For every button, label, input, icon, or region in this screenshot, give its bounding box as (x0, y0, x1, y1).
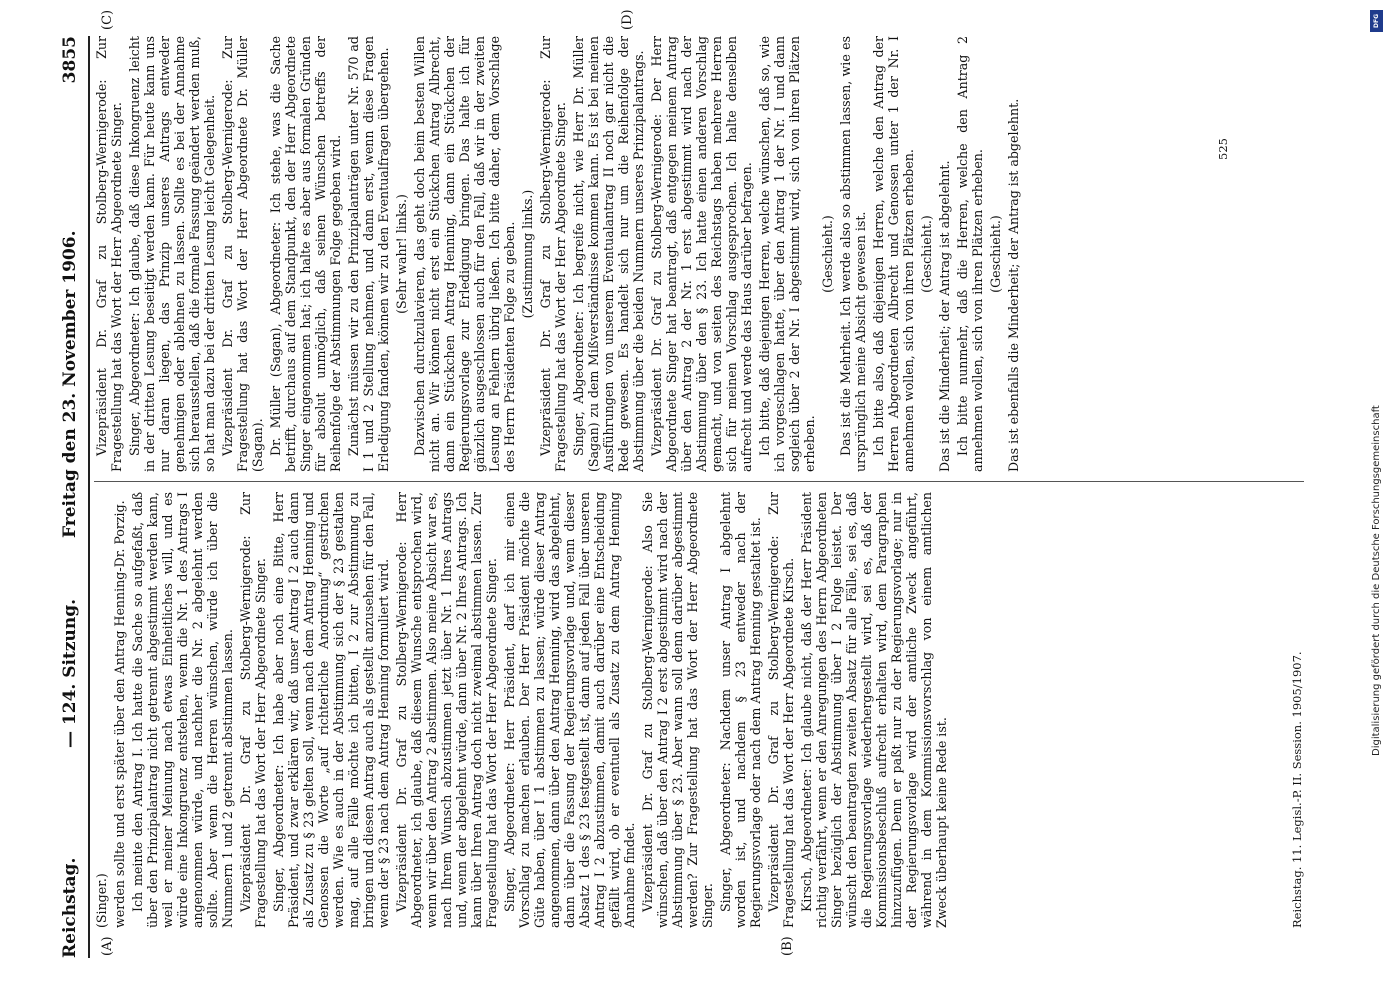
header-page-number: 3855 (60, 36, 80, 84)
header-publication: Reichstag. (60, 857, 80, 958)
paragraph: Vizepräsident Dr. Graf zu Stolberg-Wernigerode: Zur Fragestellung hat das Wort der Herr Abgeordnete Kirsch. (766, 492, 796, 928)
paragraph: Vizepräsident Dr. Graf zu Stolberg-Wernigerode: Zur Fragestellung hat das Wort der Herr Abgeordnete Singer. (94, 36, 124, 472)
right-column (94, 36, 1210, 472)
paragraph: Ich bitte also, daß diejenigen Herren, welche den Antrag der Herren Abgeordneten Albrecht und Genossen unter 1 der Nr. I annehmen wollen, sich von ihren Plätzen erheben. (871, 36, 916, 472)
margin-letter-b: (B) (780, 936, 795, 956)
header-rule (88, 36, 90, 958)
margin-letter-d: (D) (620, 9, 635, 30)
header-date: Freitag den 23. November 1906. (60, 230, 80, 538)
paragraph: (Zustimmung links.) (520, 189, 535, 319)
paragraph: Singer, Abgeordneter: Ich glaube, daß diese Inkongruenz leicht in der dritten Lesung beseitigt werden kann. Für heute kann uns nur daran liegen, das Prinzip unseres Antrags entweder genehmigen oder ablehnen zu lassen. Sollte es bei der Annahme sich herausstellen, daß die formale Fassung geändert werden muß, so hat man dazu bei der dritten Lesung leicht Gelegenheit. (127, 36, 217, 472)
paragraph: (Geschieht.) (820, 215, 835, 293)
paragraph: Vizepräsident Dr. Graf zu Stolberg-Wernigerode: Zur Fragestellung hat das Wort der Herr Abgeordnete Dr. Müller (Sagan). (220, 36, 265, 472)
paragraph: werden sollte und erst später über den Antrag Henning-Dr. Porzig. (112, 500, 127, 928)
paragraph: Das ist die Minderheit; der Antrag ist abgelehnt. (937, 160, 952, 472)
dfg-logo: DFG (1370, 10, 1383, 32)
header-session: — 124. Sitzung. (60, 598, 80, 748)
paragraph: (Sehr wahr! links.) (394, 194, 409, 314)
paragraph: Ich bitte nunmehr, daß die Herren, welche den Antrag 2 annehmen wollen, sich von ihren Plätzen erheben. (955, 36, 985, 472)
paragraph: Ich bitte, daß diejenigen Herren, welche wünschen, daß so, wie ich vorgeschlagen hatte, über den Antrag 1 der Nr. I und dann sogleich über 2 der Nr. I abgestimmt wird, sich von ihren Plätzen erheben. (757, 36, 817, 472)
paragraph: Vizepräsident Dr. Graf zu Stolberg-Wernigerode: Der Herr Abgeordnete Singer hat beantragt, daß entgegen meinem Antrag über den Antrag 2 der Nr. 1 erst abgestimmt wird nach der Abstimmung über den § 23. Ich hatte einen anderen Vorschlag gemacht, und von seiten des Reichstags haben mehrere Herren sich für meinen Vorschlag ausgesprochen. Ich halte denselben aufrecht und werde das Haus darüber befragen. (649, 36, 754, 472)
paragraph: Ich meinte den Antrag I. Ich hatte die Sache so aufgefaßt, daß über den Prinzipalantrag nicht getrennt abgestimmt werden kann, weil er meiner Meinung nach etwas Einheitliches will, und es würde eine Inkongruenz entstehen, wenn die Nr. 1 des Antrags I angenommen würde, und nachher die Nr. 2 abgelehnt werden sollte. Aber wenn die Herren wünschen, würde ich über die Nummern 1 und 2 getrennt abstimmen lassen. (130, 492, 235, 928)
page-header (60, 36, 90, 958)
paragraph: Singer, Abgeordneter: Nachdem unser Antrag I abgelehnt worden ist, und nachdem § 23 entweder nach der Regierungsvorlage oder nach dem Antrag Henning gestaltet ist. (718, 492, 763, 928)
footer-publication-info: Reichstag. 11. Legisl.-P. II. Session. 1905/1907. (1290, 651, 1304, 928)
footer-sheet-number: 525 (1216, 138, 1230, 160)
paragraph: Singer, Abgeordneter: Ich begreife nicht, wie Herr Dr. Müller (Sagan) zu dem Mißverständnisse kommen kann. Es ist bei meinen Ausführungen von unserem Eventualantrag II noch gar nicht die Rede gewesen. Es handelt sich nur um die Reihenfolge der Abstimmung über die beiden Nummern unseres Prinzipalantrags. (571, 36, 646, 472)
paragraph: (Geschieht.) (919, 215, 934, 293)
paragraph: Das ist ebenfalls die Minderheit; der Antrag ist abgelehnt. (1006, 98, 1021, 472)
column-divider (94, 481, 1304, 482)
digitization-credit: Digitalisierung gefördert durch die Deutsche Forschungsgemeinschaft (1371, 405, 1382, 756)
paragraph: Vizepräsident Dr. Graf zu Stolberg-Wernigerode: Herr Abgeordneter, ich glaube, daß diesem Wunsche entsprochen wird, wenn wir über den Antrag 2 abstimmen. Also meine Absicht war es, nach Ihrem Wunsch abzustimmen jetzt über Nr. 1 Ihres Antrags und, wenn der abgelehnt würde, dann über Nr. 2 Ihres Antrags. Ich kann über Ihren Antrag doch nicht zweimal abstimmen lassen. Zur Fragestellung hat das Wort der Herr Abgeordnete Singer. (394, 492, 499, 928)
paragraph: Zunächst müssen wir zu den Prinzipalanträgen unter Nr. 570 ad I 1 und 2 Stellung nehmen, und dann erst, wenn diese Fragen Erledigung fanden, können wir zu den Eventualfragen übergehen. (346, 36, 391, 472)
paragraph: Vizepräsident Dr. Graf zu Stolberg-Wernigerode: Also Sie wünschen, daß über den Antrag I 2 erst abgestimmt wird nach der Abstimmung über § 23. Aber wann soll denn darüber abgestimmt werden? Zur Fragestellung hat das Wort der Herr Abgeordnete Singer. (640, 492, 715, 928)
paragraph: Dr. Müller (Sagan), Abgeordneter: Ich stehe, was die Sache betrifft, durchaus auf dem Standpunkt, den der Herr Abgeordnete Singer eingenommen hat; ich halte es aber aus formalen Gründen für absolut unmöglich, daß seinen Wünschen betreffs der Reihenfolge der Abstimmungen Folge gegeben wird. (268, 36, 343, 472)
paragraph: Das ist die Mehrheit. Ich werde also so abstimmen lassen, wie es ursprünglich meine Absicht gewesen ist. (838, 36, 868, 472)
paragraph: Kirsch, Abgeordneter: Ich glaube nicht, daß der Herr Präsident richtig verfährt, wenn er den Anregungen des Herrn Abgeordneten Singer bezüglich der Abstimmung über I 2 Folge leistet. Der wünscht den beantragten zweiten Absatz für alle Fälle, sei es, daß die Regierungsvorlage wiederhergestellt wird, sei es, daß der Kommissionsbeschluß aufrecht erhalten wird, dem Paragraphen hinzuzufügen. Denn er paßt nur zu der Regierungsvorlage; nur in der Regierungsvorlage wird der amtliche Zweck angeführt, während in dem Kommissionsvorschlag von einem amtlichen Zweck überhaupt keine Rede ist. (799, 492, 949, 928)
margin-letter-c: (C) (100, 9, 115, 30)
margin-letter-a: (A) (100, 936, 115, 956)
paragraph: (Singer.) (94, 873, 109, 928)
paragraph: Vizepräsident Dr. Graf zu Stolberg-Wernigerode: Zur Fragestellung hat das Wort der Herr Abgeordnete Singer. (238, 492, 268, 928)
paragraph: Dazwischen durchzulavieren, das geht doch beim besten Willen nicht an. Wir können nicht erst ein Stückchen Antrag Albrecht, dann ein Stückchen Antrag Henning, dann ein Stückchen der Regierungsvorlage zur Erledigung bringen. Das halte ich für gänzlich ausgeschlossen auch für den Fall, daß wir in der zweiten Lesung an Fehlern übrig ließen. Ich bitte daher, dem Vorschlage des Herrn Präsidenten Folge zu geben. (412, 36, 517, 472)
left-column (94, 492, 1282, 928)
paragraph: Singer, Abgeordneter: Ich habe aber noch eine Bitte, Herr Präsident, und zwar erklären wir, daß unser Antrag I 2 auch dann als Zusatz zu § 23 gelten soll, wenn nach dem Antrag Henning und Genossen die Worte „auf richterliche Anordnung“ gestrichen werden. Wie es auch in der Abstimmung sich der § 23 gestalten mag, auf alle Fälle möchte ich bitten, I 2 zur Abstimmung zu bringen und diesen Antrag auch als gestellt anzusehen für den Fall, wenn der § 23 nach dem Antrag Henning formuliert wird. (271, 492, 391, 928)
paragraph: Singer, Abgeordneter: Herr Präsident, darf ich mir einen Vorschlag zu machen erlauben. Der Herr Präsident möchte die Güte haben, über I 1 abstimmen zu lassen; würde dieser Antrag angenommen, dann über den Antrag Henning, wird das abgelehnt, dann über die Fassung der Regierungsvorlage und, wenn dieser Absatz 1 des § 23 festgestellt ist, dann auf jeden Fall über unseren Antrag I 2 abzustimmen, damit auch darüber eine Entscheidung gefällt wird, ob er eventuell als Zusatz zu dem Antrag Henning Annahme findet. (502, 492, 637, 928)
paragraph: (Geschieht.) (988, 215, 1003, 293)
paragraph: Vizepräsident Dr. Graf zu Stolberg-Wernigerode: Zur Fragestellung hat das Wort der Herr Abgeordnete Singer. (538, 36, 568, 472)
